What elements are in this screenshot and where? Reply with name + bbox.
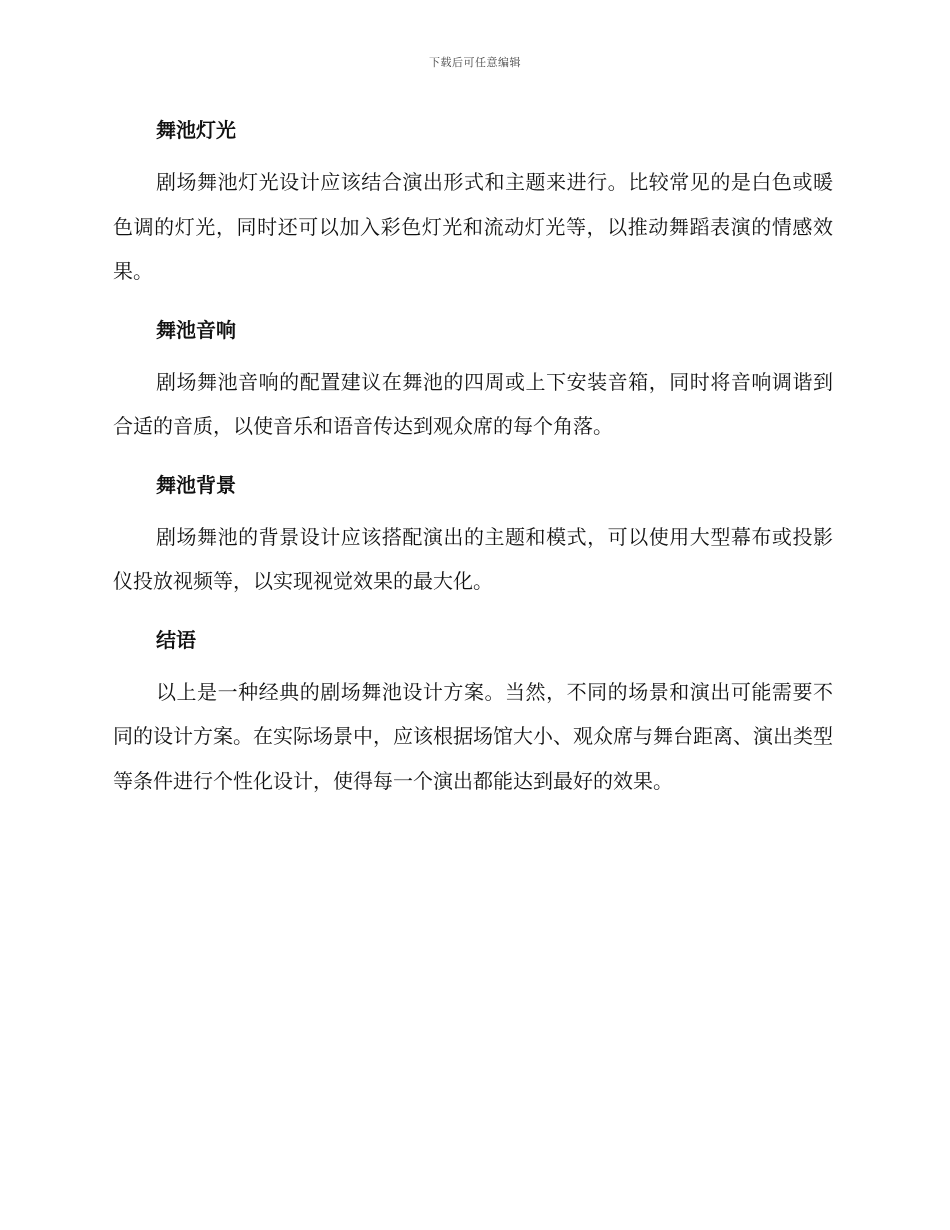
section-background bbox=[113, 463, 833, 604]
section-conclusion bbox=[113, 618, 833, 804]
section-heading: 舞池背景 bbox=[156, 472, 236, 497]
page-header: 下载后可任意编辑 bbox=[429, 56, 521, 69]
section-sound bbox=[113, 308, 833, 449]
section-paragraph: 剧场舞池灯光设计应该结合演出形式和主题来进行。比较常见的是白色或暖色调的灯光，同时还可以加入彩色灯光和流动灯光等，以推动舞蹈表演的情感效果。 bbox=[113, 170, 833, 283]
document-content bbox=[113, 108, 833, 817]
section-paragraph: 剧场舞池的背景设计应该搭配演出的主题和模式，可以使用大型幕布或投影仪投放视频等，以实现视觉效果的最大化。 bbox=[113, 524, 833, 593]
section-heading: 舞池音响 bbox=[156, 317, 236, 342]
section-heading: 结语 bbox=[156, 627, 196, 652]
section-paragraph: 以上是一种经典的剧场舞池设计方案。当然，不同的场景和演出可能需要不同的设计方案。在实际场景中，应该根据场馆大小、观众席与舞台距离、演出类型等条件进行个性化设计，使得每一个演出都能达到最好的效果。 bbox=[113, 679, 833, 793]
section-heading: 舞池灯光 bbox=[156, 118, 236, 142]
section-paragraph: 剧场舞池音响的配置建议在舞池的四周或上下安装音箱，同时将音响调谐到合适的音质，以使音乐和语音传达到观众席的每个角落。 bbox=[113, 369, 833, 438]
section-lighting bbox=[113, 108, 833, 294]
